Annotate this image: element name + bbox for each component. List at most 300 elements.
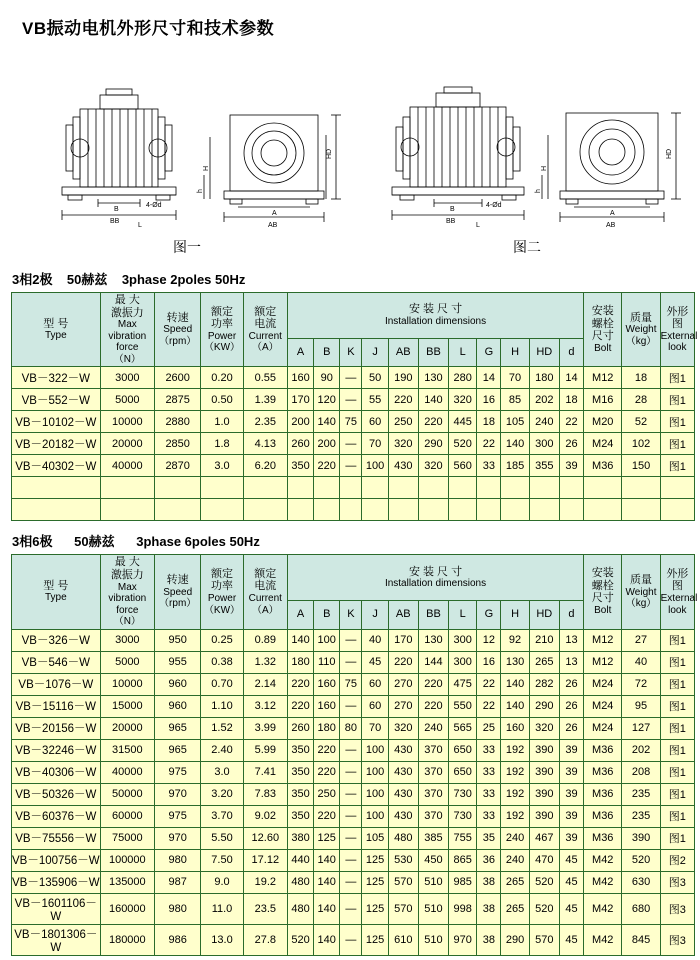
cell-HD: 390 [529, 739, 559, 761]
cell-BB [418, 499, 448, 521]
cell-HD: 320 [529, 717, 559, 739]
cell-BB: 130 [418, 629, 448, 651]
col-install-group: 安 装 尺 寸 Installation dimensions [287, 293, 583, 339]
cell-H [501, 499, 529, 521]
col-dim-BB: BB [418, 338, 448, 367]
cell-AB: 320 [388, 433, 418, 455]
cell-power: 3.0 [201, 761, 243, 783]
cell-bolt: M42 [584, 893, 622, 924]
cell-power: 3.70 [201, 805, 243, 827]
cell-H: 192 [501, 783, 529, 805]
cell-current [243, 499, 287, 521]
cell-type: VB－552－W [12, 389, 101, 411]
cell-look: 图1 [660, 761, 694, 783]
cell-type: VB－1601106－W [12, 893, 101, 924]
cell-current: 6.20 [243, 455, 287, 477]
cell-A: 160 [287, 367, 313, 389]
cell-A: 380 [287, 827, 313, 849]
cell-force [100, 499, 154, 521]
cell-H: 290 [501, 924, 529, 955]
cell-J: 100 [362, 455, 388, 477]
cell-current: 7.41 [243, 761, 287, 783]
col-dim-H: H [501, 338, 529, 367]
cell-d: 45 [559, 871, 583, 893]
cell-G: 35 [477, 827, 501, 849]
cell-force: 50000 [100, 783, 154, 805]
cell-J: 125 [362, 924, 388, 955]
table-row [12, 455, 695, 477]
cell-B: 140 [314, 849, 340, 871]
cell-current: 5.99 [243, 739, 287, 761]
cell-A: 480 [287, 893, 313, 924]
cell-weight: 52 [622, 411, 660, 433]
svg-text:4-Ød: 4-Ød [486, 202, 502, 209]
cell-current: 3.99 [243, 717, 287, 739]
spec-table-6poles [11, 554, 698, 955]
cell-BB: 140 [418, 389, 448, 411]
svg-text:BB: BB [446, 218, 456, 225]
cell-BB: 385 [418, 827, 448, 849]
cell-B: 160 [314, 673, 340, 695]
cell-L: 998 [449, 893, 477, 924]
cell-force: 15000 [100, 695, 154, 717]
figure-two-drawing [358, 47, 688, 227]
cell-K: — [340, 629, 362, 651]
cell-L: 280 [449, 367, 477, 389]
col-weight: 质量 Weight （kg） [622, 555, 660, 629]
cell-look [660, 499, 694, 521]
cell-bolt: M36 [584, 761, 622, 783]
cell-d: 26 [559, 695, 583, 717]
cell-L [449, 499, 477, 521]
col-install-group: 安 装 尺 寸 Installation dimensions [287, 555, 583, 601]
table-row [12, 924, 695, 955]
table-row [12, 761, 695, 783]
cell-AB: 320 [388, 717, 418, 739]
cell-bolt: M20 [584, 411, 622, 433]
cell-L: 650 [449, 739, 477, 761]
section-heading-2poles: 3相2极 50赫兹 3phase 2poles 50Hz [12, 272, 246, 287]
cell-force: 3000 [100, 629, 154, 651]
cell-K: — [340, 783, 362, 805]
col-dim-G: G [477, 600, 501, 629]
col-dim-L: L [449, 338, 477, 367]
cell-force: 20000 [100, 717, 154, 739]
cell-BB: 510 [418, 893, 448, 924]
cell-d: 22 [559, 411, 583, 433]
cell-BB: 240 [418, 717, 448, 739]
col-dim-L: L [449, 600, 477, 629]
cell-current: 0.89 [243, 629, 287, 651]
cell-K: 80 [340, 717, 362, 739]
cell-B: 110 [314, 651, 340, 673]
col-power: 额定 功率 Power （KW） [201, 293, 243, 367]
cell-weight: 235 [622, 783, 660, 805]
col-force: 最 大 激振力 Max vibration force （N） [100, 555, 154, 629]
cell-power [201, 477, 243, 499]
cell-speed: 2870 [155, 455, 201, 477]
cell-K: — [340, 849, 362, 871]
col-dim-HD: HD [529, 600, 559, 629]
cell-speed: 970 [155, 827, 201, 849]
document-page [0, 14, 700, 960]
cell-power: 0.70 [201, 673, 243, 695]
cell-AB: 610 [388, 924, 418, 955]
cell-K: — [340, 367, 362, 389]
cell-A [287, 499, 313, 521]
cell-look: 图3 [660, 924, 694, 955]
cell-speed: 965 [155, 739, 201, 761]
cell-L: 300 [449, 651, 477, 673]
table-row [12, 717, 695, 739]
cell-H: 192 [501, 805, 529, 827]
cell-look: 图1 [660, 455, 694, 477]
cell-speed: 980 [155, 849, 201, 871]
cell-look: 图2 [660, 849, 694, 871]
svg-text:B: B [450, 206, 455, 213]
cell-HD: 202 [529, 389, 559, 411]
cell-d: 45 [559, 893, 583, 924]
cell-speed: 960 [155, 695, 201, 717]
cell-L: 865 [449, 849, 477, 871]
cell-type: VB－40306－W [12, 761, 101, 783]
cell-speed [155, 499, 201, 521]
cell-G: 33 [477, 805, 501, 827]
cell-BB: 370 [418, 805, 448, 827]
cell-type: VB－40302－W [12, 455, 101, 477]
cell-H: 192 [501, 739, 529, 761]
col-type: 型 号 Type [12, 555, 101, 629]
figure-two [358, 47, 688, 237]
table-row [12, 651, 695, 673]
cell-A: 350 [287, 455, 313, 477]
cell-bolt: M24 [584, 433, 622, 455]
figure-two-caption: 图二 [513, 239, 541, 255]
cell-AB [388, 477, 418, 499]
cell-A: 440 [287, 849, 313, 871]
cell-B: 220 [314, 761, 340, 783]
cell-H: 185 [501, 455, 529, 477]
cell-d: 13 [559, 629, 583, 651]
cell-B: 140 [314, 411, 340, 433]
cell-AB: 270 [388, 673, 418, 695]
cell-AB: 480 [388, 827, 418, 849]
col-bolt: 安装 螺栓 尺寸 Bolt [584, 555, 622, 629]
cell-look: 图1 [660, 367, 694, 389]
cell-HD: 390 [529, 805, 559, 827]
cell-H: 265 [501, 871, 529, 893]
figure-one-drawing [18, 47, 348, 227]
cell-HD: 240 [529, 411, 559, 433]
cell-power: 2.40 [201, 739, 243, 761]
cell-weight: 95 [622, 695, 660, 717]
cell-type: VB－100756－W [12, 849, 101, 871]
cell-d: 45 [559, 924, 583, 955]
cell-look: 图1 [660, 783, 694, 805]
cell-force: 31500 [100, 739, 154, 761]
cell-d: 18 [559, 389, 583, 411]
cell-J: 50 [362, 367, 388, 389]
cell-B: 125 [314, 827, 340, 849]
cell-B: 250 [314, 783, 340, 805]
table-row [12, 783, 695, 805]
cell-power: 1.8 [201, 433, 243, 455]
cell-BB: 370 [418, 739, 448, 761]
cell-current: 2.35 [243, 411, 287, 433]
cell-bolt: M36 [584, 455, 622, 477]
col-dim-A: A [287, 338, 313, 367]
cell-d: 14 [559, 367, 583, 389]
cell-A: 180 [287, 651, 313, 673]
col-dim-HD: HD [529, 338, 559, 367]
cell-B: 220 [314, 739, 340, 761]
cell-BB: 290 [418, 433, 448, 455]
cell-A: 220 [287, 695, 313, 717]
cell-current: 0.55 [243, 367, 287, 389]
cell-L [449, 477, 477, 499]
table-row [12, 433, 695, 455]
cell-A: 520 [287, 924, 313, 955]
cell-weight: 27 [622, 629, 660, 651]
cell-weight: 520 [622, 849, 660, 871]
cell-AB: 430 [388, 739, 418, 761]
cell-weight: 235 [622, 805, 660, 827]
svg-text:h: h [535, 189, 542, 193]
cell-bolt: M24 [584, 717, 622, 739]
cell-HD: 300 [529, 433, 559, 455]
cell-current: 12.60 [243, 827, 287, 849]
cell-current: 7.83 [243, 783, 287, 805]
cell-AB: 430 [388, 761, 418, 783]
cell-power: 3.20 [201, 783, 243, 805]
table-header-row [12, 555, 695, 601]
cell-power: 0.50 [201, 389, 243, 411]
cell-J: 55 [362, 389, 388, 411]
cell-L: 445 [449, 411, 477, 433]
cell-weight: 208 [622, 761, 660, 783]
cell-J: 100 [362, 805, 388, 827]
col-current: 额定 电流 Current （A） [243, 293, 287, 367]
cell-force [100, 477, 154, 499]
cell-HD: 210 [529, 629, 559, 651]
cell-weight [622, 499, 660, 521]
cell-B: 140 [314, 871, 340, 893]
cell-current: 17.12 [243, 849, 287, 871]
cell-force: 5000 [100, 651, 154, 673]
cell-G [477, 477, 501, 499]
cell-bolt: M24 [584, 673, 622, 695]
cell-force: 5000 [100, 389, 154, 411]
cell-G: 33 [477, 455, 501, 477]
cell-HD: 570 [529, 924, 559, 955]
cell-BB: 370 [418, 761, 448, 783]
cell-look: 图1 [660, 827, 694, 849]
spec-table-6poles-body [12, 629, 695, 955]
cell-G: 18 [477, 411, 501, 433]
cell-speed: 965 [155, 717, 201, 739]
svg-text:B: B [114, 206, 119, 213]
section-heading-6poles: 3相6极 50赫兹 3phase 6poles 50Hz [12, 534, 260, 550]
cell-bolt: M42 [584, 871, 622, 893]
cell-d: 26 [559, 433, 583, 455]
col-dim-J: J [362, 600, 388, 629]
cell-G: 22 [477, 673, 501, 695]
cell-B: 220 [314, 455, 340, 477]
cell-speed: 950 [155, 629, 201, 651]
cell-HD: 265 [529, 651, 559, 673]
cell-look: 图3 [660, 871, 694, 893]
cell-power: 1.0 [201, 411, 243, 433]
cell-BB: 510 [418, 924, 448, 955]
cell-weight: 845 [622, 924, 660, 955]
cell-G: 33 [477, 739, 501, 761]
cell-A: 260 [287, 433, 313, 455]
cell-type: VB－322－W [12, 367, 101, 389]
table-row [12, 893, 695, 924]
cell-BB: 220 [418, 695, 448, 717]
cell-H: 92 [501, 629, 529, 651]
cell-speed: 970 [155, 783, 201, 805]
cell-HD: 520 [529, 871, 559, 893]
cell-weight [622, 477, 660, 499]
cell-L: 730 [449, 805, 477, 827]
cell-BB: 220 [418, 411, 448, 433]
svg-text:HD: HD [666, 148, 673, 159]
cell-AB [388, 499, 418, 521]
cell-BB: 144 [418, 651, 448, 673]
figure-one-caption: 图一 [173, 239, 201, 255]
col-current: 额定 电流 Current （A） [243, 555, 287, 629]
cell-power: 1.52 [201, 717, 243, 739]
cell-current: 4.13 [243, 433, 287, 455]
cell-force: 135000 [100, 871, 154, 893]
cell-G: 25 [477, 717, 501, 739]
cell-A: 200 [287, 411, 313, 433]
cell-power: 0.20 [201, 367, 243, 389]
cell-B: 120 [314, 389, 340, 411]
table-row [12, 739, 695, 761]
cell-G: 14 [477, 367, 501, 389]
cell-current: 27.8 [243, 924, 287, 955]
cell-power: 3.0 [201, 455, 243, 477]
cell-bolt [584, 477, 622, 499]
svg-text:BB: BB [110, 218, 120, 225]
table-row [12, 849, 695, 871]
cell-B [314, 477, 340, 499]
cell-BB: 370 [418, 783, 448, 805]
cell-d: 45 [559, 849, 583, 871]
cell-AB: 430 [388, 783, 418, 805]
cell-force: 3000 [100, 367, 154, 389]
cell-J: 100 [362, 739, 388, 761]
col-dim-K: K [340, 600, 362, 629]
cell-type: VB－50326－W [12, 783, 101, 805]
cell-bolt: M24 [584, 695, 622, 717]
cell-AB: 220 [388, 389, 418, 411]
cell-d: 39 [559, 827, 583, 849]
figures-area [8, 47, 692, 237]
cell-H: 140 [501, 433, 529, 455]
cell-current: 23.5 [243, 893, 287, 924]
table-row [12, 367, 695, 389]
cell-bolt: M16 [584, 389, 622, 411]
cell-A: 260 [287, 717, 313, 739]
cell-speed: 2600 [155, 367, 201, 389]
col-force: 最 大 激振力 Max vibration force （N） [100, 293, 154, 367]
cell-d [559, 477, 583, 499]
cell-HD [529, 477, 559, 499]
cell-type: VB－1801306－W [12, 924, 101, 955]
cell-d: 13 [559, 651, 583, 673]
svg-text:H: H [203, 165, 210, 171]
cell-G: 12 [477, 629, 501, 651]
cell-look: 图3 [660, 893, 694, 924]
cell-J: 40 [362, 629, 388, 651]
cell-AB: 570 [388, 871, 418, 893]
col-speed: 转速 Speed （rpm） [155, 555, 201, 629]
cell-K: 75 [340, 673, 362, 695]
cell-look: 图1 [660, 717, 694, 739]
cell-G: 16 [477, 651, 501, 673]
cell-force: 75000 [100, 827, 154, 849]
cell-L: 730 [449, 783, 477, 805]
svg-text:H: H [541, 165, 548, 171]
cell-speed: 986 [155, 924, 201, 955]
cell-weight: 72 [622, 673, 660, 695]
cell-K: — [340, 739, 362, 761]
cell-speed: 2850 [155, 433, 201, 455]
cell-type: VB－32246－W [12, 739, 101, 761]
cell-AB: 220 [388, 651, 418, 673]
cell-type: VB－15116－W [12, 695, 101, 717]
cell-speed: 975 [155, 805, 201, 827]
col-dim-G: G [477, 338, 501, 367]
cell-speed: 975 [155, 761, 201, 783]
page-title: VB振动电机外形尺寸和技术参数 [22, 19, 275, 38]
cell-HD: 467 [529, 827, 559, 849]
cell-B: 140 [314, 924, 340, 955]
cell-look: 图1 [660, 695, 694, 717]
cell-H: 140 [501, 695, 529, 717]
cell-A: 220 [287, 673, 313, 695]
cell-H: 105 [501, 411, 529, 433]
cell-J: 60 [362, 695, 388, 717]
cell-type: VB－20156－W [12, 717, 101, 739]
cell-look: 图1 [660, 805, 694, 827]
cell-G: 38 [477, 893, 501, 924]
cell-current: 19.2 [243, 871, 287, 893]
figure-captions [8, 237, 692, 259]
cell-weight: 127 [622, 717, 660, 739]
cell-weight: 150 [622, 455, 660, 477]
cell-force: 10000 [100, 411, 154, 433]
cell-look [660, 477, 694, 499]
svg-text:A: A [610, 210, 615, 217]
cell-weight: 202 [622, 739, 660, 761]
cell-K: — [340, 455, 362, 477]
cell-G: 16 [477, 389, 501, 411]
cell-HD: 390 [529, 783, 559, 805]
cell-K: — [340, 761, 362, 783]
col-dim-d: d [559, 600, 583, 629]
col-power: 额定 功率 Power （KW） [201, 555, 243, 629]
cell-L: 550 [449, 695, 477, 717]
cell-look: 图1 [660, 651, 694, 673]
cell-A [287, 477, 313, 499]
svg-text:HD: HD [326, 148, 333, 159]
cell-J: 70 [362, 433, 388, 455]
cell-A: 350 [287, 805, 313, 827]
